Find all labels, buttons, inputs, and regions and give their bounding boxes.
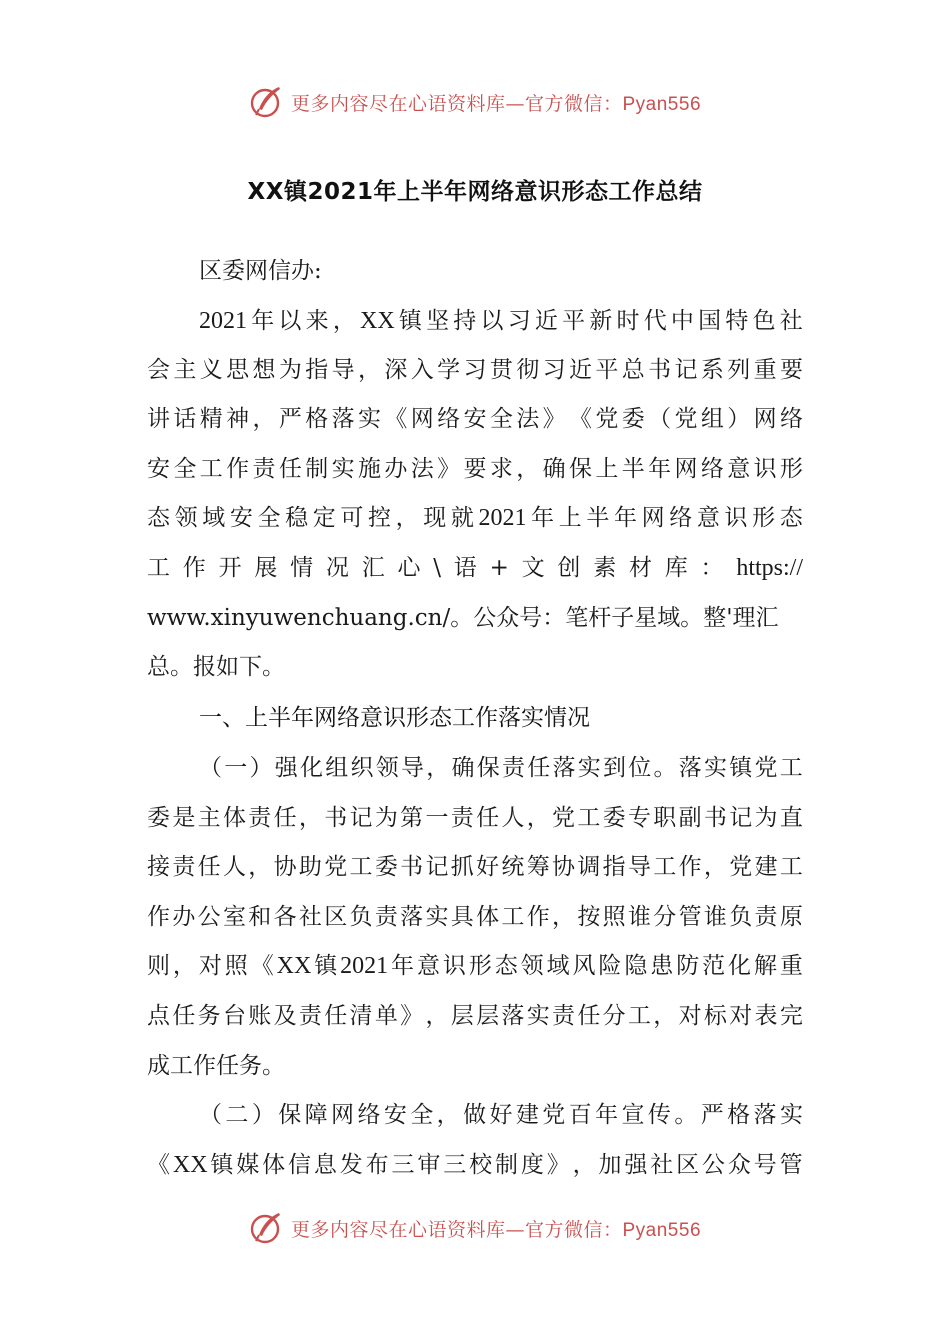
intro-line-7: www.xinyuwenchuang.cn/。公众号：笔杆子星域。整'理汇 — [147, 605, 779, 631]
para1-line-5: 则 ， 对 照 《 XX 镇 2021 年 意 识 形 态 领 域 风 险 隐 患 防 范 化 解 重 — [147, 953, 803, 979]
footer-banner — [0, 1208, 950, 1248]
section-heading-1: 一、上半年网络意识形态工作落实情况 — [199, 705, 590, 731]
footer-banner-text: 更多内容尽在心语资料库—官方微信：Pyan556 — [290, 1218, 702, 1241]
intro-line-6: 工 作 开 展 情 况 汇 心 \ 语 + 文 创 素 材 库 ： https:// — [147, 555, 803, 581]
para1-line-2: 委 是 主 体 责 任 ， 书 记 为 第 一 责 任 人 ， 党 工 委 专 职 副 书 记 为 直 — [147, 805, 803, 831]
intro-line-1: 2021 年 以 来 ， XX 镇 坚 持 以 习 近 平 新 时 代 中 国 特 色 社 — [199, 308, 803, 334]
intro-line-3: 讲 话 精 神 ， 严 格 落 实 《 网 络 安 全 法 》 《 党 委 （ 党 组 ） 网 络 — [147, 406, 803, 432]
para1-line-3: 接 责 任 人 ， 协 助 党 工 委 书 记 抓 好 统 筹 协 调 指 导 工 作 ， 党 建 工 — [147, 854, 803, 880]
document-title: XX镇2021年上半年网络意识形态工作总结 — [247, 179, 703, 205]
para2-line-2: 《 XX 镇 媒 体 信 息 发 布 三 审 三 校 制 度 》 ， 加 强 社 区 公 众 号 管 — [147, 1152, 803, 1178]
header-banner-text: 更多内容尽在心语资料库—官方微信：Pyan556 — [290, 92, 702, 115]
header-banner — [0, 82, 950, 122]
intro-line-4: 安 全 工 作 责 任 制 实 施 办 法 》 要 求 ， 确 保 上 半 年 网 络 意 识 形 — [147, 456, 803, 482]
salutation: 区委网信办: — [199, 258, 322, 284]
para1-line-7: 成工作任务。 — [147, 1053, 285, 1079]
para1-line-6: 点 任 务 台 账 及 责 任 清 单 》 ， 层 层 落 实 责 任 分 工 ， 对 标 对 表 完 — [147, 1003, 803, 1029]
intro-line-8: 总。报如下。 — [147, 654, 285, 680]
intro-line-2: 会 主 义 思 想 为 指 导 ， 深 入 学 习 贯 彻 习 近 平 总 书 记 系 列 重 要 — [147, 357, 803, 383]
quill-logo-icon — [249, 1210, 285, 1246]
para1-line-1: （ 一 ） 强 化 组 织 领 导 ， 确 保 责 任 落 实 到 位 。 落 实 镇 党 工 — [199, 755, 803, 781]
intro-line-5: 态 领 域 安 全 稳 定 可 控 ， 现 就 2021 年 上 半 年 网 络 意 识 形 态 — [147, 505, 803, 531]
quill-logo-icon — [249, 84, 285, 120]
para2-line-1: （ 二 ） 保 障 网 络 安 全 ， 做 好 建 党 百 年 宣 传 。 严 格 落 实 — [199, 1102, 803, 1128]
para1-line-4: 作 办 公 室 和 各 社 区 负 责 落 实 具 体 工 作 ， 按 照 谁 分 管 谁 负 责 原 — [147, 904, 803, 930]
